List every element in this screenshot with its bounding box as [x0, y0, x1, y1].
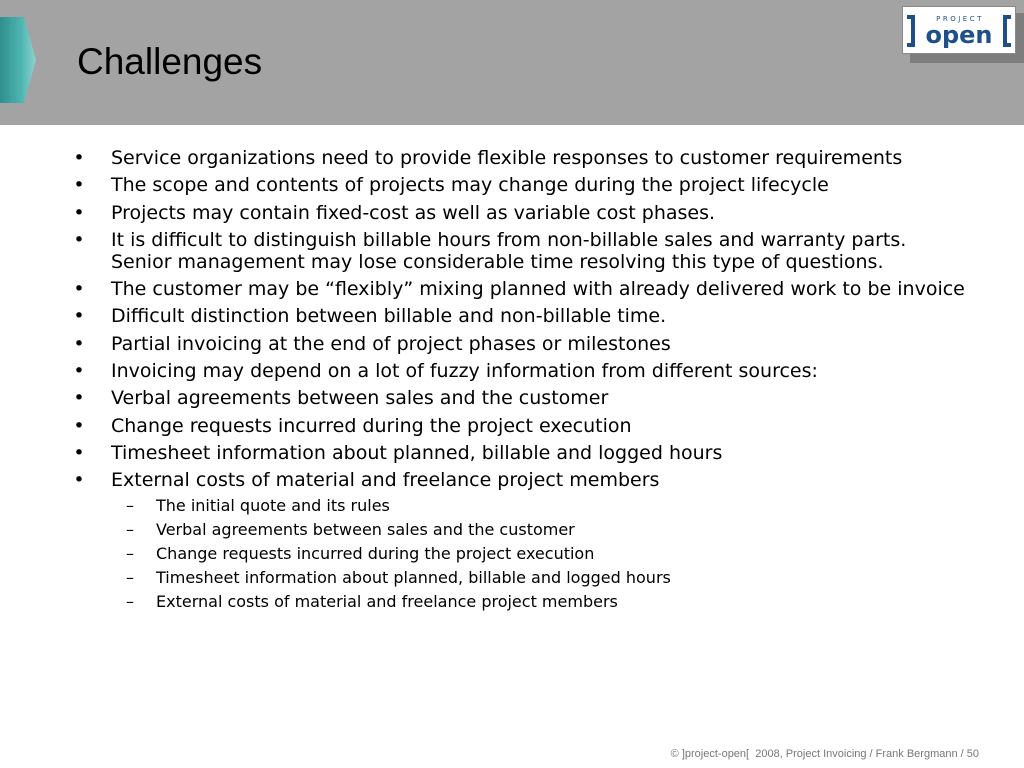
bullet-text: Timesheet information about planned, billable and logged hours: [111, 441, 723, 464]
bullet-marker: •: [73, 147, 85, 169]
list-item: [72, 174, 972, 196]
sub-list-item: [126, 567, 972, 587]
list-item: [72, 442, 972, 464]
bullet-text: Difficult distinction between billable and non-billable time.: [111, 305, 667, 328]
sub-bullet-text: Change requests incurred during the project execution: [156, 543, 595, 563]
slide-title: Challenges: [77, 41, 263, 82]
logo-line1: PROJECT: [936, 15, 984, 23]
copyright-icon: ©: [670, 748, 679, 760]
bullet-marker: •: [73, 414, 85, 437]
sub-bullet-text: Verbal agreements between sales and the customer: [156, 519, 575, 539]
bullet-marker: •: [73, 360, 85, 383]
bullet-text: Projects may contain fixed-cost as well as variable cost phases.: [111, 201, 716, 224]
slide-footer: [671, 747, 979, 761]
list-item: [72, 278, 972, 300]
bullet-marker: •: [73, 278, 85, 301]
teal-arrow-icon: [0, 17, 36, 103]
bullet-text: Verbal agreements between sales and the customer: [111, 387, 609, 410]
sub-list-item: [126, 543, 972, 563]
bullet-marker: •: [73, 305, 85, 328]
bullet-marker: •: [73, 387, 85, 410]
list-item: [72, 202, 972, 224]
bullet-list: [72, 147, 972, 491]
bullet-marker: •: [73, 469, 85, 492]
logo-icon: [903, 7, 1015, 53]
bullet-text: Invoicing may depend on a lot of fuzzy information from different sources:: [111, 360, 818, 383]
sub-bullet-text: Timesheet information about planned, billable and logged hours: [156, 567, 671, 587]
bullet-text: The scope and contents of projects may change during the project lifecycle: [111, 174, 829, 197]
list-item: [72, 360, 972, 382]
bullet-text: The customer may be “flexibly” mixing planned with already delivered work to be invoice: [111, 278, 965, 301]
bullet-marker: •: [73, 441, 85, 464]
bullet-text: Change requests incurred during the project execution: [111, 414, 632, 437]
logo-line2: open: [925, 21, 993, 49]
list-item: [72, 469, 972, 491]
bullet-marker: •: [73, 228, 85, 251]
bullet-text: Partial invoicing at the end of project phases or milestones: [111, 332, 671, 355]
sub-list-item: [126, 495, 972, 515]
bullet-marker: •: [73, 174, 85, 197]
list-item: [72, 147, 972, 169]
dash-marker: –: [126, 519, 134, 539]
bullet-text: Service organizations need to provide flexible responses to customer requirements: [111, 147, 903, 169]
dash-marker: –: [126, 543, 134, 563]
sub-list-item: [126, 519, 972, 539]
bullet-marker: •: [73, 332, 85, 355]
bullet-marker: •: [73, 201, 85, 224]
list-item: [72, 387, 972, 409]
bullet-text: It is difficult to distinguish billable hours from non-billable sales and warranty parts. Senior management may lose considerable time resolving this type of questions.: [111, 228, 907, 273]
slide-header: [0, 0, 1024, 125]
list-item: [72, 415, 972, 437]
dash-marker: –: [126, 567, 134, 587]
sub-bullet-list: [126, 495, 972, 611]
dash-marker: –: [126, 495, 134, 515]
list-item: [72, 305, 972, 327]
list-item: [72, 333, 972, 355]
project-open-logo: [902, 6, 1016, 54]
list-item: [72, 229, 972, 273]
slide-content: [72, 147, 972, 616]
sub-list-item: [126, 591, 972, 611]
footer-text: ]project-open[ 2008, Project Invoicing / Frank Bergmann / 50: [678, 748, 979, 760]
dash-marker: –: [126, 591, 134, 611]
sub-bullet-text: The initial quote and its rules: [156, 495, 390, 515]
bullet-text: External costs of material and freelance project members: [111, 469, 660, 492]
sub-bullet-text: External costs of material and freelance project members: [156, 591, 618, 611]
